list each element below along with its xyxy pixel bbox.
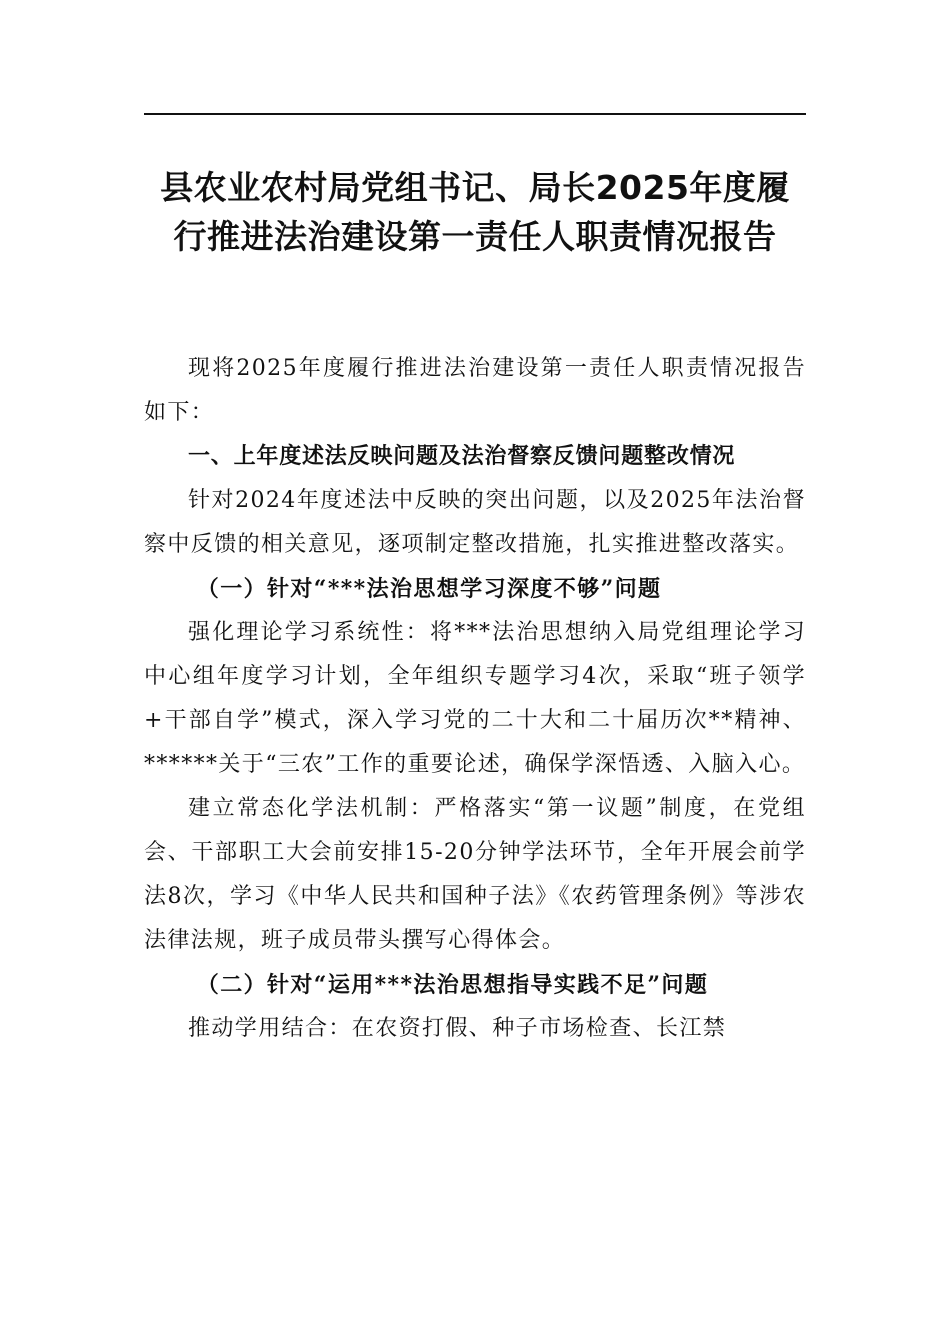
intro-paragraph: 现将2025年度履行推进法治建设第一责任人职责情况报告如下：: [144, 356, 806, 425]
section-heading-1: 一、上年度述法反映问题及法治督察反馈问题整改情况: [188, 444, 736, 469]
title-line-1: 县农业农村局党组书记、局长2025年度履: [160, 168, 790, 207]
document-title: [144, 163, 806, 261]
section-1-paragraph: 针对2024年度述法中反映的突出问题，以及2025年法治督察中反馈的相关意见，逐项制定整改措施，扎实推进整改落实。: [144, 488, 806, 557]
title-line-2: 行推进法治建设第一责任人职责情况报告: [173, 217, 777, 256]
subsection-heading-1: （一）针对“***法治思想学习深度不够”问题: [196, 576, 662, 602]
top-rule: [144, 113, 806, 115]
subsection-heading-2: （二）针对“运用***法治思想指导实践不足”问题: [196, 972, 709, 998]
subsection-1-paragraph-1: 强化理论学习系统性：将***法治思想纳入局党组理论学习中心组年度学习计划，全年组织专题学习4次，采取“班子领学+干部自学”模式，深入学习党的二十大和二十届历次**精神、******关于“三农”工作的重要论述，确保学深悟透、入脑入心。: [144, 620, 806, 777]
subsection-2-paragraph-1: 推动学用结合：在农资打假、种子市场检查、长江禁: [188, 1016, 727, 1041]
subsection-1-paragraph-2: 建立常态化学法机制：严格落实“第一议题”制度，在党组会、干部职工大会前安排15-20分钟学法环节，全年开展会前学法8次，学习《中华人民共和国种子法》《农药管理条例》等涉农法律法规，班子成员带头撰写心得体会。: [144, 796, 806, 953]
document-body: [144, 347, 806, 1051]
